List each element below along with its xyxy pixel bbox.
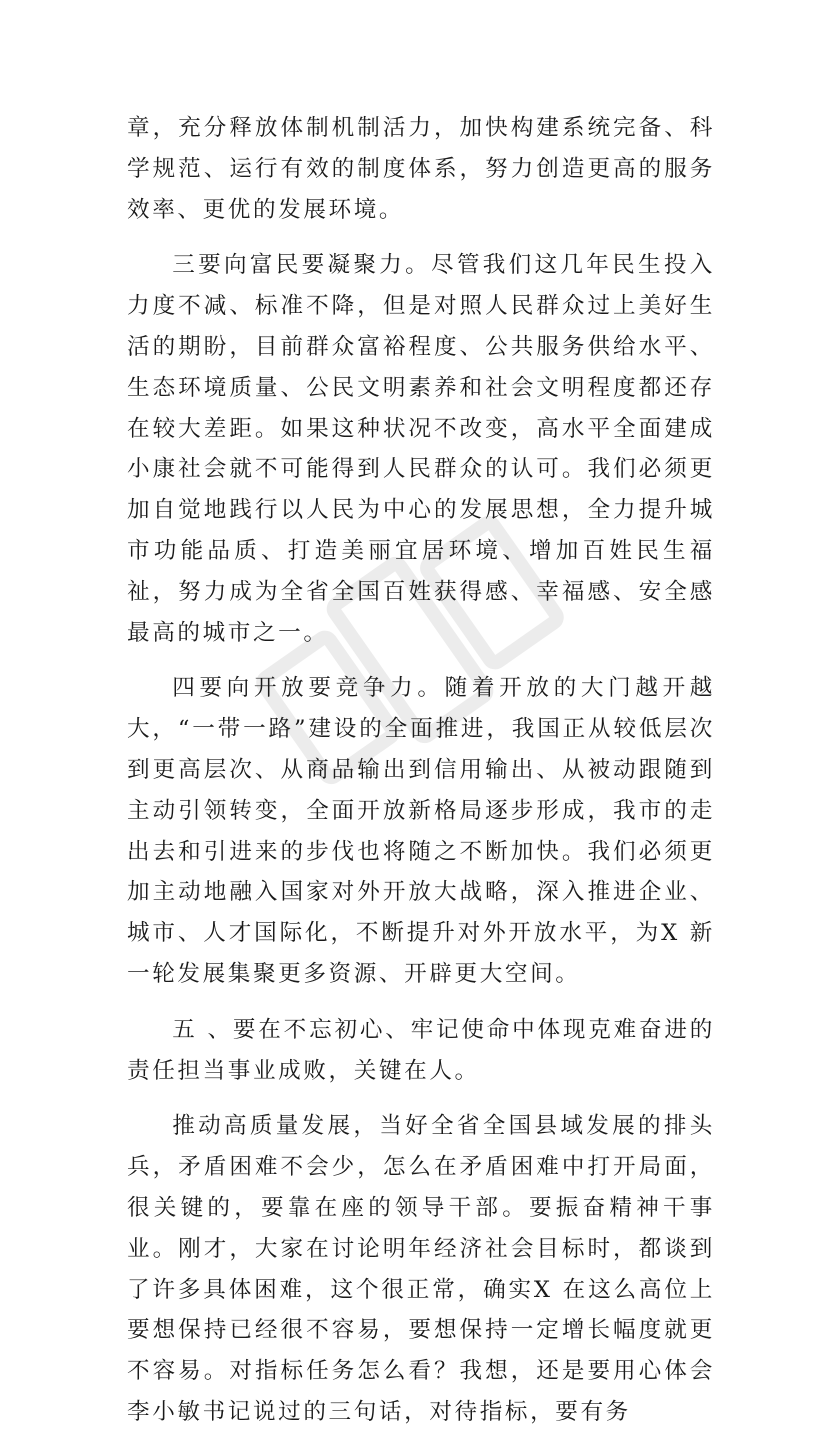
paragraph-1: 章，充分释放体制机制活力，加快构建系统完备、科学规范、运行有效的制度体系，努力创造更高的服务效率、更优的发展环境。 <box>127 115 715 223</box>
paragraph-4-heading: 五 、要在不忘初心、牢记使命中体现克难奋进的责任担当事业成败，关键在人。 <box>127 1016 715 1084</box>
paragraph-3: 四要向开放要竞争力。随着开放的大门越开越大，“一带一路”建设的全面推进，我国正从较低层次到更高层次、从商品输出到信用输出、从被动跟随到主动引领转变，全面开放新格局逐步形成，我市的走出去和引进来的步伐也将随之不断加快。我们必须更加主动地融入国家对外开放大战略，深入推进企业、城市、人才国际化，不断提升对外开放水平，为X 新一轮发展集聚更多资源、开辟更大空间。 <box>127 675 715 987</box>
document-body <box>127 108 715 1448</box>
paragraph-2: 三要向富民要凝聚力。尽管我们这几年民生投入力度不减、标准不降，但是对照人民群众过上美好生活的期盼，目前群众富裕程度、公共服务供给水平、生态环境质量、公民文明素养和社会文明程度都还存在较大差距。如果这种状况不改变，高水平全面建成小康社会就不可能得到人民群众的认可。我们必须更加自觉地践行以人民为中心的发展思想，全力提升城市功能品质、打造美丽宜居环境、增加百姓民生福祉，努力成为全省全国百姓获得感、幸福感、安全感最高的城市之一。 <box>127 252 715 646</box>
paragraph-5: 推动高质量发展，当好全省全国县域发展的排头兵，矛盾困难不会少，怎么在矛盾困难中打开局面，很关键的，要靠在座的领导干部。要振奋精神干事业。刚才，大家在讨论明年经济社会目标时，都谈到了许多具体困难，这个很正常，确实X 在这么高位上要想保持已经很不容易，要想保持一定增长幅度就更不容易。对指标任务怎么看？我想，还是要用心体会李小敏书记说过的三句话，对待指标，要有务 <box>127 1113 715 1425</box>
